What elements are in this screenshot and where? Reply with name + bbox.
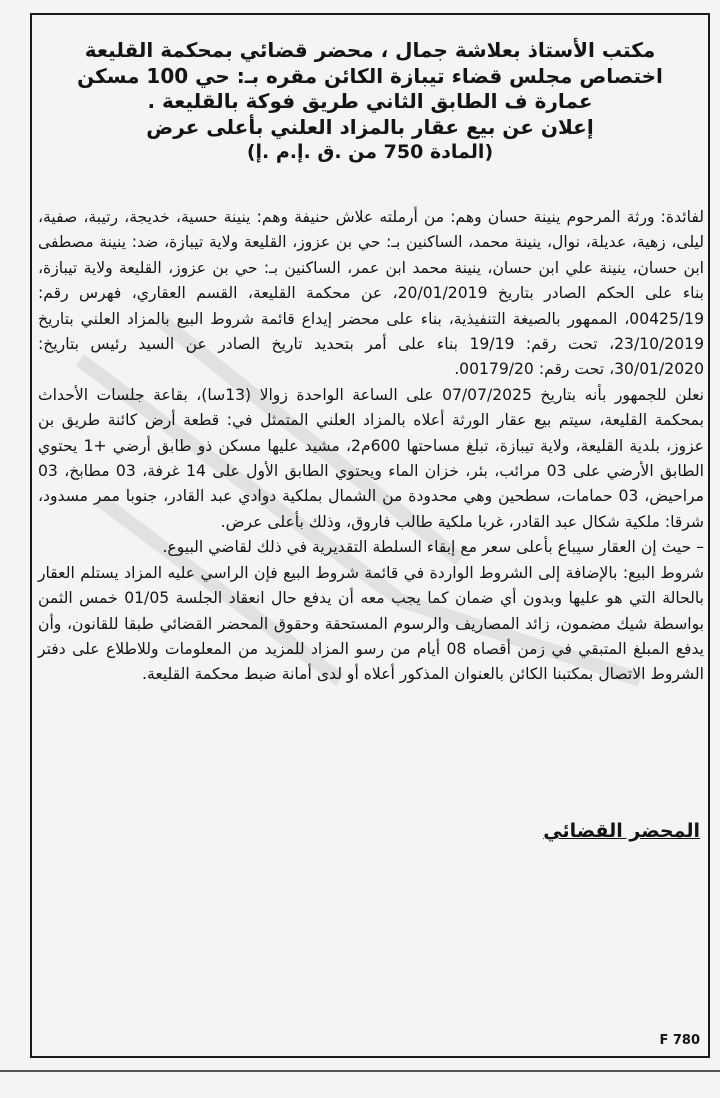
notice-header bbox=[40, 38, 700, 166]
reference-code: F 780 bbox=[659, 1033, 700, 1048]
legal-article: (المادة 750 من .ق .إ.م .إ) bbox=[246, 141, 494, 163]
office-line: مكتب الأستاذ بعلاشة جمال ، محضر قضائي بمحكمة القليعة bbox=[84, 38, 656, 62]
address-line: عمارة ف الطابق الثاني طريق فوكة بالقليعة . bbox=[147, 89, 593, 113]
price-paragraph: – حيث إن العقار سيباع بأعلى سعر مع إبقاء السلطة التقديرية في ذلك لقاضي البيوع. bbox=[162, 538, 704, 557]
notice-title: إعلان عن بيع عقار بالمزاد العلني بأعلى عرض bbox=[146, 114, 594, 139]
sale-paragraph: نعلن للجمهور بأنه بتاريخ 07/07/2025 على الساعة الواحدة زوالا (13سا)، بقاعة جلسات الأحداث بمحكمة القليعة، سيتم بيع عقار الورثة أعلاه بالمزاد العلني المتمثل في: قطعة أرض كائنة طريق بن عزوز، بلدية القليعة، ولاية تيبازة، تبلغ مساحتها 600م2، مشيد عليها مسكن ذو طابق أرضي +1 يحتوي الطابق الأرضي على 03 مرائب، بئر، خزان الماء ويحتوي الطابق الأول على 14 غرفة، 03 مطابخ، 03 مراحيض، 03 حمامات، سطحين وهي محدودة من الشمال بملكية دوادي عبد القادر، جنوبا ممر مسدود، شرقا: ملكية شكال عبد القادر، غربا ملكية طالب فاروق، وذلك بأعلى عرض. bbox=[38, 385, 704, 531]
parties-paragraph: لفائدة: ورثة المرحوم ينينة حسان وهم: من أرملته علاش حنيفة وهم: ينينة حسية، خديجة، رتيبة، صفية، ليلى، زهية، عديلة، نوال، ينينة محمد، الساكنين بـ: حي بن عزوز، القليعة ولاية تيبازة، ضد: ينينة مصطفى ابن حسان، ينينة علي ابن حسان، ينينة محمد ابن عمر، الساكنين بـ: حي بن عزوز، القليعة ولاية تيبازة، بناء على الحكم الصادر بتاريخ 20/01/2019، عن محكمة القليعة، القسم العقاري، فهرس رقم: 00425/19، الممهور بالصيغة التنفيذية، بناء على محضر إيداع قائمة شروط البيع بالمزاد العلني بتاريخ 23/10/2019، تحت رقم: 19/19 بناء على أمر بتحديد تاريخ الصادر عن السيد رئيس بتاريخ: 30/01/2020، تحت رقم: 00179/20. bbox=[38, 208, 704, 379]
page-divider bbox=[0, 1070, 720, 1072]
conditions-paragraph: شروط البيع: بالإضافة إلى الشروط الواردة في قائمة شروط البيع فإن الراسي عليه المزاد يستلم العقار بالحالة التي هو عليها وبدون أي ضمان كما يجب معه أن يدفع حال انعقاد الجلسة 01/05 خمس الثمن بواسطة شيك مضمون، زائد المصاريف والرسوم المستحقة وحقوق المحضر القضائي طبقا للقانون، وأن يدفع المبلغ المتبقي في زمن أقصاه 08 أيام من رسو المزاد للمزيد من المعلومات وللاطلاع على دفتر الشروط الاتصال بمكتبنا الكائن بالعنوان المذكور أعلاه أو لدى أمانة ضبط محكمة القليعة. bbox=[38, 563, 704, 684]
notice-body bbox=[38, 205, 704, 688]
bailiff-signature: المحضر القضائي bbox=[543, 820, 700, 842]
jurisdiction-line: اختصاص مجلس قضاء تيبازة الكائن مقره بـ: حي 100 مسكن bbox=[77, 63, 663, 88]
